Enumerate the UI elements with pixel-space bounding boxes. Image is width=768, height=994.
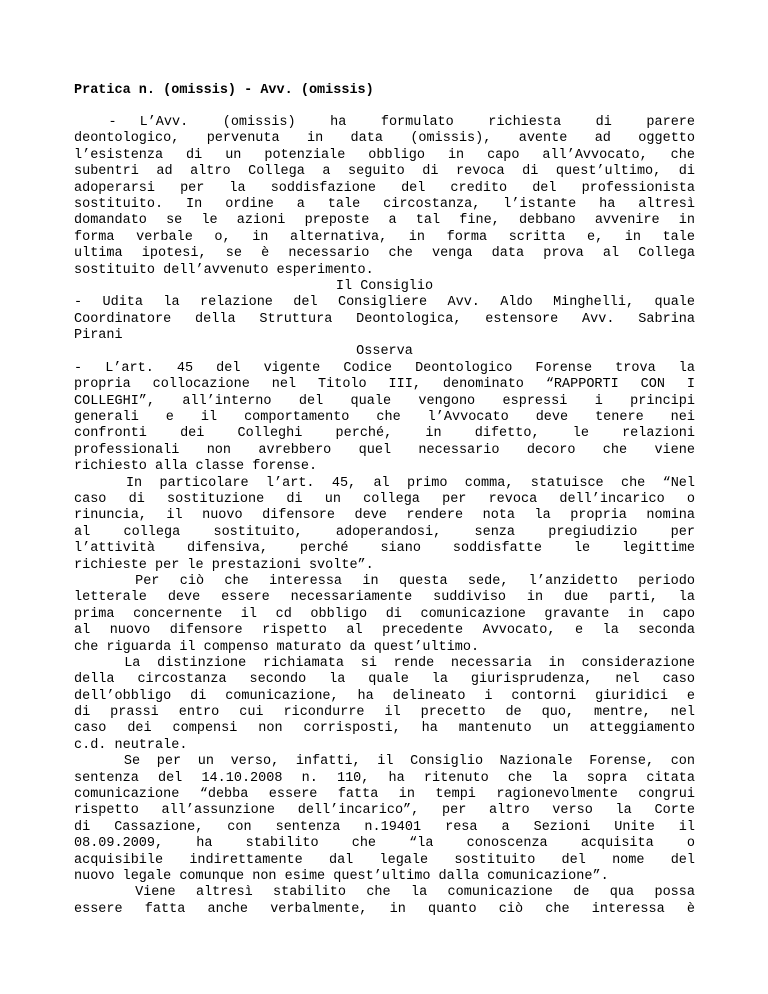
- body-line: Viene altresì stabilito che la comunicazione de qua possa: [74, 885, 695, 901]
- document-title: Pratica n. (omissis) - Avv. (omissis): [74, 83, 374, 98]
- body-line: della circostanza secondo la quale la giurisprudenza, nel caso: [74, 672, 695, 688]
- body-line: - L’art. 45 del vigente Codice Deontologico Forense trova la: [74, 360, 695, 376]
- body-line: COLLEGHI”, all’interno del quale vengono espressi i principi: [74, 393, 695, 409]
- body-line: l’esistenza di un potenziale obbligo in capo all’Avvocato, che: [74, 147, 695, 163]
- body-line: caso di sostituzione di un collega per revoca dell’incarico o: [74, 491, 695, 507]
- body-line: sostituito dell’avvenuto esperimento.: [74, 262, 374, 278]
- body-line: confronti dei Colleghi perché, in difetto, le relazioni: [74, 426, 695, 442]
- section-heading: Osserva: [356, 344, 413, 360]
- body-line: propria collocazione nel Titolo III, denominato “RAPPORTI CON I: [74, 377, 695, 393]
- body-line: rispetto all’assunzione dell’incarico”, per altro verso la Corte: [74, 803, 695, 819]
- body-line: di Cassazione, con sentenza n.19401 resa a Sezioni Unite il: [74, 819, 695, 835]
- body-line: richieste per le prestazioni svolte”.: [74, 557, 374, 573]
- body-line: domandato se le azioni preposte a tal fine, debbano avvenire in: [74, 213, 695, 229]
- body-line: In particolare l’art. 45, al primo comma, statuisce che “Nel: [74, 475, 695, 491]
- document-body: [74, 115, 695, 918]
- body-line: al collega sostituito, adoperandosi, senza pregiudizio per: [74, 524, 695, 540]
- body-line: l’attività difensiva, perché siano soddisfatte le legittime: [74, 541, 695, 557]
- body-line: Per ciò che interessa in questa sede, l’anzidetto periodo: [74, 573, 695, 589]
- body-line: letterale deve essere necessariamente suddiviso in due parti, la: [74, 590, 695, 606]
- body-line: nuovo legale comunque non esime quest’ultimo dalla comunicazione”.: [74, 868, 609, 884]
- body-line: La distinzione richiamata si rende necessaria in considerazione: [74, 655, 695, 671]
- body-line: Pirani: [74, 328, 123, 344]
- body-line: - Udita la relazione del Consigliere Avv. Aldo Minghelli, quale: [74, 295, 695, 311]
- body-line: deontologico, pervenuta in data (omissis), avente ad oggetto: [74, 131, 695, 147]
- body-line: prima concernente il cd obbligo di comunicazione gravante in capo: [74, 606, 695, 622]
- body-line: caso dei compensi non corrisposti, ha mantenuto un atteggiamento: [74, 721, 695, 737]
- body-line: che riguarda il compenso maturato da quest’ultimo.: [74, 639, 480, 655]
- body-line: c.d. neutrale.: [74, 737, 188, 753]
- body-line: subentri ad altro Collega a seguito di revoca di quest’ultimo, di: [74, 164, 695, 180]
- body-line: Coordinatore della Struttura Deontologica, estensore Avv. Sabrina: [74, 311, 695, 327]
- body-line: - L’Avv. (omissis) ha formulato richiesta di parere: [74, 115, 695, 130]
- body-line: Se per un verso, infatti, il Consiglio Nazionale Forense, con: [74, 754, 695, 770]
- body-line: essere fatta anche verbalmente, in quanto ciò che interessa è: [74, 901, 695, 917]
- body-line: di prassi entro cui ricondurre il precetto de quo, mentre, nel: [74, 705, 695, 721]
- body-line: rinuncia, il nuovo difensore deve rendere nota la propria nomina: [74, 508, 695, 524]
- body-line: professionali non avrebbero quel necessario decoro che viene: [74, 442, 695, 458]
- body-line: al nuovo difensore rispetto al precedente Avvocato, e la seconda: [74, 623, 695, 639]
- section-heading: Il Consiglio: [335, 278, 434, 294]
- body-line: comunicazione “debba essere fatta in tempi ragionevolmente congrui: [74, 787, 695, 803]
- body-line: sostituito. In ordine a tale circostanza, l’istante ha altresì: [74, 196, 695, 212]
- body-line: ultima ipotesi, se è necessario che venga data prova al Collega: [74, 246, 695, 262]
- body-line: forma verbale o, in alternativa, in forma scritta e, in tale: [74, 229, 695, 245]
- body-line: dell’obbligo di comunicazione, ha delineato i contorni giuridici e: [74, 688, 695, 704]
- body-line: richiesto alla classe forense.: [74, 459, 318, 475]
- body-line: adoperarsi per la soddisfazione del credito del professionista: [74, 180, 695, 196]
- body-line: acquisibile indirettamente dal legale sostituito del nome del: [74, 852, 695, 868]
- body-line: generali e il comportamento che l’Avvocato deve tenere nei: [74, 410, 695, 426]
- body-line: sentenza del 14.10.2008 n. 110, ha ritenuto che la sopra citata: [74, 770, 695, 786]
- body-line: 08.09.2009, ha stabilito che “la conoscenza acquisita o: [74, 836, 695, 852]
